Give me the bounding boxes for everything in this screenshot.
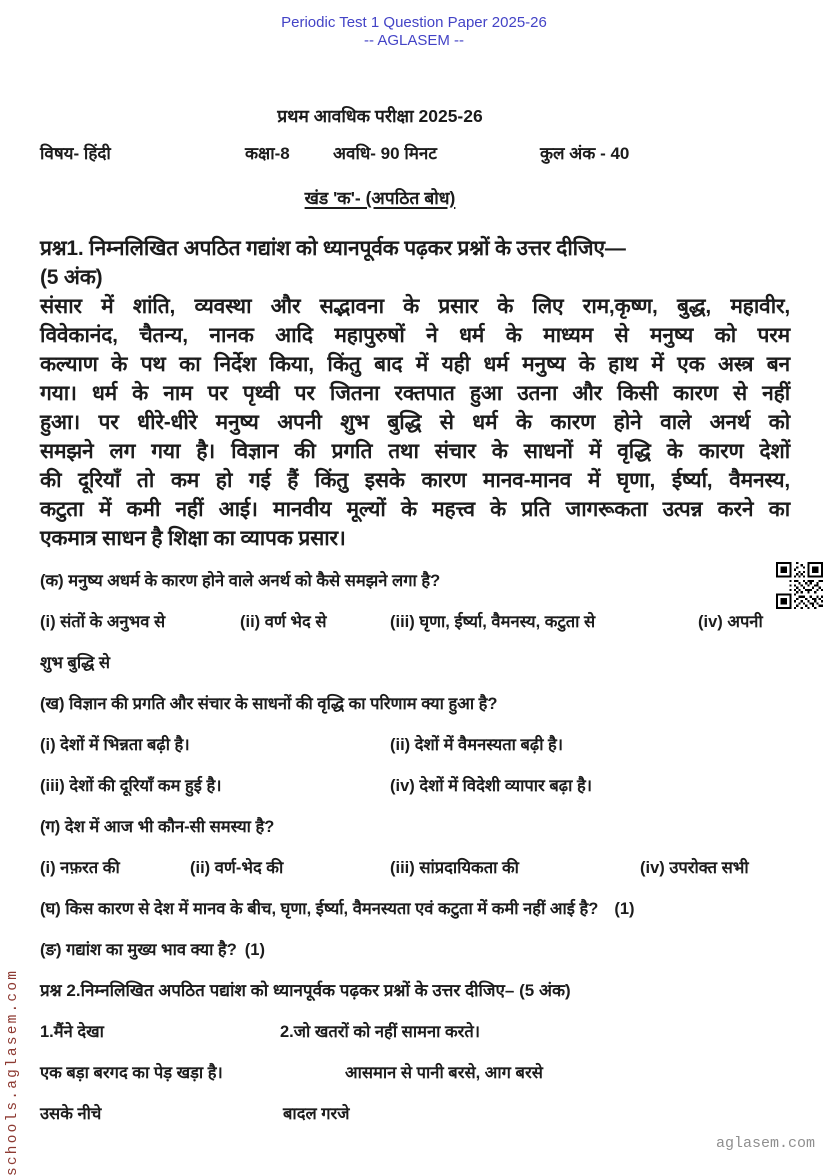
passage-line: संसार में शांति, व्यवस्था और सद्भावना के प्रसार के लिए राम,कृष्ण, बुद्ध, महावीर, xyxy=(40,295,790,318)
passage-line: कटुता में कमी नहीं आई। मानवीय मूल्यों के महत्त्व के प्रति जागरूकता उत्पन्न करने का xyxy=(40,498,790,521)
sub-question-gha xyxy=(40,896,790,919)
option-iv: (iv) उपरोक्त सभी xyxy=(640,859,749,877)
exam-meta-row xyxy=(40,141,790,164)
poem-row-2 xyxy=(40,1060,790,1083)
poem-row-1 xyxy=(40,1019,790,1042)
question-1-intro: प्रश्न1. निम्नलिखित अपठित गद्यांश को ध्यानपूर्वक पढ़कर प्रश्नों के उत्तर दीजिए— xyxy=(40,237,626,260)
watermark-brand: -- AGLASEM -- xyxy=(363,32,464,49)
sub-question-ka-options xyxy=(40,609,790,632)
sub-question-gha-text: (घ) किस कारण से देश में मानव के बीच, घृणा, ईर्ष्या, वैमनस्यता एवं कटुता में कमी नहीं आई है? xyxy=(40,900,599,918)
option-ii: (ii) वर्ण भेद से xyxy=(240,613,327,631)
question-2-intro: प्रश्न 2.निम्नलिखित अपठित पद्यांश को ध्यानपूर्वक पढ़कर प्रश्नों के उत्तर दीजिए– (5 अंक) xyxy=(40,981,571,1000)
paper-content xyxy=(0,104,828,1124)
poem-left-line: एक बड़ा बरगद का पेड़ खड़ा है। xyxy=(40,1064,223,1082)
duration-label: अवधि- 90 मिनट xyxy=(333,144,437,163)
sub-question-gha-marks: (1) xyxy=(614,900,635,918)
section-title: खंड 'क'- (अपठित बोध) xyxy=(304,188,456,208)
sub-question-kha-options-2 xyxy=(40,773,790,796)
watermark-bottom-right: aglasem.com xyxy=(715,1135,815,1152)
option-i: (i) नफ़रत की xyxy=(40,859,120,877)
watermark-title: Periodic Test 1 Question Paper 2025-26 xyxy=(281,14,547,31)
option-iv: (iv) अपनी xyxy=(698,613,763,631)
option-iii: (iii) देशों की दूरियाँ कम हुई है। xyxy=(40,777,222,795)
sub-question-ga: (ग) देश में आज भी कौन-सी समस्या है? xyxy=(40,818,275,836)
subject-label: विषय- हिंदी xyxy=(40,144,111,163)
passage-line: समझने लग गया है। विज्ञान की प्रगति तथा संचार के साधनों में वृद्धि के कारण देशों xyxy=(40,440,790,463)
passage-line: एकमात्र साधन है शिक्षा का व्यापक प्रसार। xyxy=(40,527,346,550)
passage-line: हुआ। पर धीरे-धीरे मनुष्य अपनी शुभ बुद्धि से धर्म के कारण होने वाले अनर्थ को xyxy=(40,411,790,434)
watermark-left-vertical: schools.aglasem.com xyxy=(5,968,21,1176)
poem-right-line: 2.जो खतरों को नहीं सामना करते। xyxy=(280,1023,481,1041)
passage-line: कल्याण के पथ का निर्देश किया, किंतु बाद में यही धर्म मनुष्य के हाथ में एक अस्त्र बन xyxy=(40,353,790,376)
class-label: कक्षा-8 xyxy=(245,144,290,163)
sub-question-nga xyxy=(40,937,790,960)
poem-right-line: बादल गरजे xyxy=(283,1105,350,1123)
option-ii: (ii) वर्ण-भेद की xyxy=(190,859,284,877)
question-2 xyxy=(40,978,790,1124)
watermark-header xyxy=(0,0,828,50)
exam-title: प्रथम आवधिक परीक्षा 2025-26 xyxy=(277,106,483,126)
passage-line: विवेकानंद, चैतन्य, नानक आदि महापुरुषों ने धर्म के माध्यम से मनुष्य को परम xyxy=(40,324,790,347)
passage-line: गया। धर्म के नाम पर पृथ्वी पर जितना रक्तपात हुआ उतना और किसी कारण से नहीं xyxy=(40,382,790,405)
question-1-marks: (5 अंक) xyxy=(40,266,103,289)
sub-question-ka-option-overflow: शुभ बुद्धि से xyxy=(40,654,111,672)
option-iii: (iii) सांप्रदायिकता की xyxy=(390,859,519,877)
qr-code-icon xyxy=(773,562,826,609)
total-marks-label: कुल अंक - 40 xyxy=(540,144,630,163)
sub-question-nga-marks: (1) xyxy=(244,941,265,959)
poem-row-3 xyxy=(40,1101,790,1124)
option-i: (i) देशों में भिन्नता बढ़ी है। xyxy=(40,736,190,754)
option-iv: (iv) देशों में विदेशी व्यापार बढ़ा है। xyxy=(390,777,592,795)
option-i: (i) संतों के अनुभव से xyxy=(40,613,166,631)
sub-question-ga-options xyxy=(40,855,790,878)
question-1-passage xyxy=(40,292,790,553)
passage-line: की दूरियाँ तो कम हो गई हैं किंतु इसके कारण मानव-मानव में घृणा, ईर्ष्या, वैमनस्य, xyxy=(40,469,790,492)
question-1 xyxy=(40,234,790,960)
poem-left-line: 1.मैंने देखा xyxy=(40,1023,104,1041)
poem-left-line: उसके नीचे xyxy=(40,1105,102,1123)
option-iii: (iii) घृणा, ईर्ष्या, वैमनस्य, कटुता से xyxy=(390,613,596,631)
sub-question-nga-text: (ङ) गद्यांश का मुख्य भाव क्या है? xyxy=(40,941,237,959)
sub-question-kha: (ख) विज्ञान की प्रगति और संचार के साधनों की वृद्धि का परिणाम क्या हुआ है? xyxy=(40,695,498,713)
sub-question-ka: (क) मनुष्य अधर्म के कारण होने वाले अनर्थ को कैसे समझने लगा है? xyxy=(40,572,441,590)
sub-question-kha-options-1 xyxy=(40,732,790,755)
poem-right-line: आसमान से पानी बरसे, आग बरसे xyxy=(345,1064,543,1082)
option-ii: (ii) देशों में वैमनस्यता बढ़ी है। xyxy=(390,736,564,754)
section-title-row xyxy=(40,186,720,210)
